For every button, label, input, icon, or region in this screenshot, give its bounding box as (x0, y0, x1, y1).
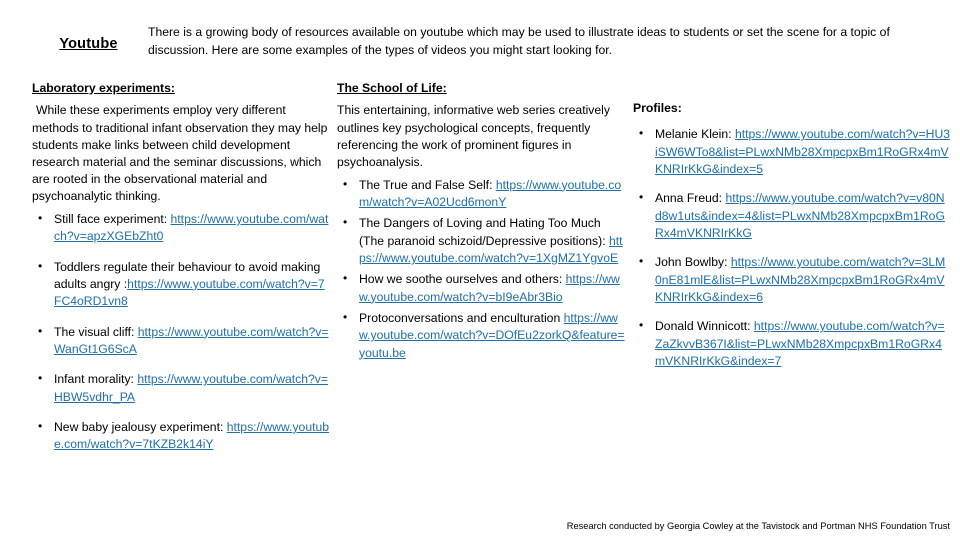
intro-paragraph: There is a growing body of resources available on youtube which may be used to illustrate ideas to students or set the scene for a topic of discussion. Here are some examples of the types of videos you might start looking for. (148, 25, 890, 58)
list-item-label: John Bowlby: (655, 255, 731, 270)
right-column-heading: Profiles: (633, 101, 682, 115)
right-column-list (633, 126, 951, 370)
left-column-list (32, 211, 332, 454)
video-link[interactable]: https://www.youtube.com/watch?v=7FC4oRD1vn8 (54, 276, 325, 309)
list-item-label: Anna Freud: (655, 191, 726, 206)
left-column (32, 80, 332, 467)
list-item-label: Donald Winnicott: (655, 319, 754, 334)
profile-link[interactable]: https://www.youtube.com/watch?v=HU3iSW6WTo8&list=PLwxNMb28XmpcpxBm1RoGRx4mVKNRIrKkG&index=5 (655, 127, 951, 177)
video-link[interactable]: https://www.youtube.com/watch?v=A02Ucd6monY (359, 177, 622, 210)
list-item-label: The visual cliff: (54, 324, 138, 339)
list-item (633, 318, 951, 370)
list-item (32, 259, 332, 311)
list-item (633, 190, 951, 242)
right-column (633, 80, 951, 382)
list-item-label: Protoconversations and enculturation (359, 311, 564, 326)
list-item (32, 324, 332, 359)
list-item (32, 419, 332, 454)
list-item (337, 177, 625, 212)
video-link[interactable]: https://www.youtube.com/watch?v=7tKZB2k14iY (54, 419, 330, 452)
list-item-label: How we soothe ourselves and others: (359, 272, 566, 287)
left-column-paragraph: While these experiments employ very different methods to traditional infant observation they may help students make links between child development research material and the seminar discussions, which are rooted in the observational material and psychoanalytic thinking. (32, 103, 328, 203)
video-link[interactable]: https://www.youtube.com/watch?v=bI9eAbr3Bio (359, 272, 620, 304)
list-item (32, 211, 332, 246)
list-item-label: New baby jealousy experiment: (54, 419, 227, 434)
video-link[interactable]: https://www.youtube.com/watch?v=WanGt1G6ScA (54, 324, 329, 356)
middle-column-list (337, 177, 625, 362)
left-column-heading: Laboratory experiments: (32, 81, 175, 95)
list-item (337, 271, 625, 306)
video-link[interactable]: https://www.youtube.com/watch?v=apzXGEbZht0 (54, 211, 329, 244)
list-item-label: Toddlers regulate their behaviour to avoid making adults angry : (54, 259, 321, 291)
page-title: Youtube (59, 36, 118, 52)
list-item-label: Melanie Klein: (655, 127, 735, 142)
profile-link[interactable]: https://www.youtube.com/watch?v=ZaZkvvB367I&list=PLwxNMb28XmpcpxBm1RoGRx4mVKNRIrKkG&index=7 (655, 319, 945, 369)
list-item (633, 254, 951, 306)
video-link[interactable]: https://www.youtube.com/watch?v=1XgMZ1YgvoE (359, 233, 623, 266)
video-link[interactable]: https://www.youtube.com/watch?v=HBW5vdhr_PA (54, 372, 329, 404)
list-item-label: The True and False Self: (359, 177, 496, 192)
footer-credit: Research conducted by Georgia Cowley at the Tavistock and Portman NHS Foundation Trust (566, 521, 950, 531)
list-item (337, 310, 625, 362)
list-item-label: The Dangers of Loving and Hating Too Much (The paranoid schizoid/Depressive positions): (359, 216, 609, 248)
middle-column-paragraph: This entertaining, informative web series creatively outlines key psychological concepts, frequently referencing the work of prominent figures in psychoanalysis. (337, 103, 610, 169)
profile-link[interactable]: https://www.youtube.com/watch?v=v80Nd8w1uts&index=4&list=PLwxNMb28XmpcpxBm1RoGRx4mVKNRIrKkG (655, 191, 945, 241)
list-item-label: Still face experiment: (54, 211, 171, 226)
middle-column (337, 80, 625, 366)
list-item (633, 126, 951, 178)
middle-column-heading: The School of Life: (337, 81, 447, 95)
list-item (32, 371, 332, 406)
list-item (337, 215, 625, 267)
list-item-label: Infant morality: (54, 372, 138, 387)
video-link[interactable]: https://www.youtube.com/watch?v=DOfEu2zorkQ&feature=youtu.be (359, 311, 625, 360)
profile-link[interactable]: https://www.youtube.com/watch?v=3LM0nE81mlE&list=PLwxNMb28XmpcpxBm1RoGRx4mVKNRIrKkG&index=6 (655, 255, 946, 305)
